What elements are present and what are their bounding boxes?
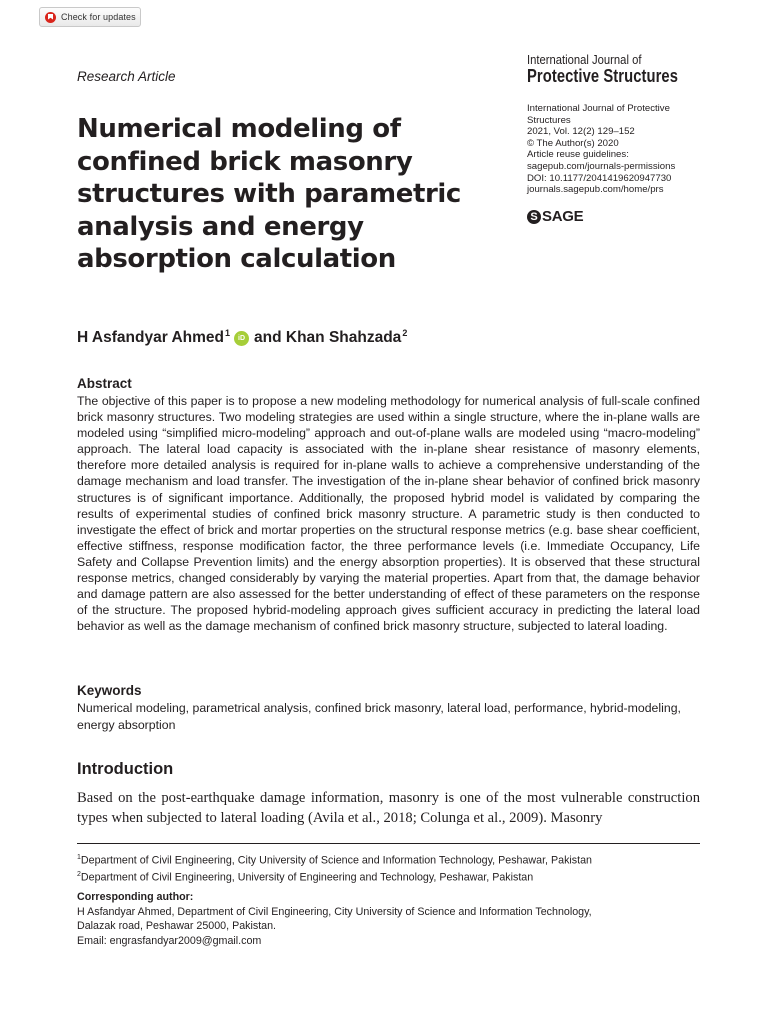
- affiliation-marker: 2: [77, 871, 81, 879]
- affiliation-marker: 1: [77, 854, 81, 861]
- footnote-divider: [77, 843, 700, 844]
- affiliations: [77, 851, 700, 885]
- author-name: Khan Shahzada: [285, 329, 402, 346]
- check-for-updates-label: Check for updates: [61, 12, 136, 22]
- meta-line: International Journal of Protective: [527, 103, 670, 114]
- article-metadata: [527, 103, 717, 196]
- paper-title: Numerical modeling of confined brick masonry structures with parametric analysis and energy absorption calculation: [77, 114, 461, 274]
- meta-line: © The Author(s) 2020: [527, 137, 619, 149]
- bookmark-icon: [45, 12, 56, 23]
- author-list: [77, 329, 407, 347]
- meta-line: Article reuse guidelines:: [527, 149, 629, 161]
- affiliation-marker: 2: [402, 328, 408, 338]
- keywords-heading: Keywords: [77, 683, 142, 698]
- sage-icon: S: [527, 210, 541, 224]
- reuse-link[interactable]: sagepub.com/journals-permissions: [527, 160, 676, 172]
- corresponding-email[interactable]: Email: engrasfandyar2009@gmail.com: [77, 934, 262, 947]
- publisher-logo: [527, 208, 583, 225]
- doi-link[interactable]: DOI: 10.1177/2041419620947730: [527, 172, 672, 184]
- corresponding-heading: Corresponding author:: [77, 891, 194, 903]
- introduction-text: Based on the post-earthquake damage information, masonry is one of the most vulnerable construction types when subjected to lateral loading (Avila et al., 2018; Colunga et al., 2009). Masonry: [77, 790, 700, 826]
- corresponding-author: [77, 890, 700, 948]
- abstract-text: The objective of this paper is to propose a new modeling methodology for numerical analysis of full-scale confined brick masonry structures. Two modeling strategies are used within a single structure, where the in-plane walls are modeled using “simplified micro-modeling” approach and out-of-plane walls are modeled using “macro-modeling” approach. The lateral load capacity is associated with the in-plane shear resistance of masonry elements, therefore more detailed analysis is required for in-plane walls to achieve a comprehensive understanding of the damage mechanism and load transfer. The investigation of the in-plane shear behavior of confined brick masonry structures is of significant importance. Additionally, the proposed hybrid model is validated by comparing the results of experimental studies of confined brick masonry structure. A parametric study is then conducted to investigate the effect of brick and mortar properties on the structural response metrics (e.g. base shear coefficient, effective stiffness, response modification factor, the three performance levels (i.e. Immediate Occupancy, Life Safety and Collapse Prevention limits) and the energy absorption properties). It is observed that these structural response metrics, changed considerably by varying the material properties. Apart from that, the damage behavior and damage pattern are also assessed for the better understanding of effect of these parameters on the response of the structure. The proposed hybrid-modeling approach gives sufficient accuracy in predicting the lateral load behavior as well as the damage mechanism of confined brick masonry structure, subjected to lateral loading.: [77, 394, 700, 634]
- abstract-heading: Abstract: [77, 376, 132, 391]
- introduction-heading: Introduction: [77, 760, 174, 778]
- affiliation-marker: 1: [225, 328, 231, 338]
- affiliation-item: [77, 851, 700, 868]
- keywords-text: Numerical modeling, parametrical analysis, confined brick masonry, lateral load, performance, hybrid-modeling, energy absorption: [77, 701, 681, 732]
- affiliation-text: Department of Civil Engineering, University of Engineering and Technology, Peshawar, Pakistan: [80, 871, 534, 884]
- affiliation-item: [77, 868, 700, 885]
- journal-small-title: International Journal of: [527, 53, 642, 67]
- corresponding-line: Dalazak road, Peshawar 25000, Pakistan.: [77, 920, 277, 933]
- author-conjunction: and: [254, 329, 282, 346]
- journal-home-link[interactable]: journals.sagepub.com/home/prs: [527, 184, 664, 196]
- orcid-icon[interactable]: iD: [234, 331, 249, 346]
- article-type: Research Article: [77, 69, 176, 84]
- meta-line: Structures: [527, 114, 571, 126]
- affiliation-text: Department of Civil Engineering, City University of Science and Information Technology, Peshawar, Pakistan: [80, 854, 592, 867]
- publisher-name: SAGE: [542, 208, 584, 225]
- meta-line: 2021, Vol. 12(2) 129–152: [527, 126, 635, 138]
- author-name: H Asfandyar Ahmed: [77, 329, 224, 346]
- journal-title: Protective Structures: [527, 66, 679, 86]
- corresponding-line: H Asfandyar Ahmed, Department of Civil Engineering, City University of Science and Information Technology,: [77, 905, 592, 918]
- check-for-updates-button[interactable]: [39, 7, 141, 27]
